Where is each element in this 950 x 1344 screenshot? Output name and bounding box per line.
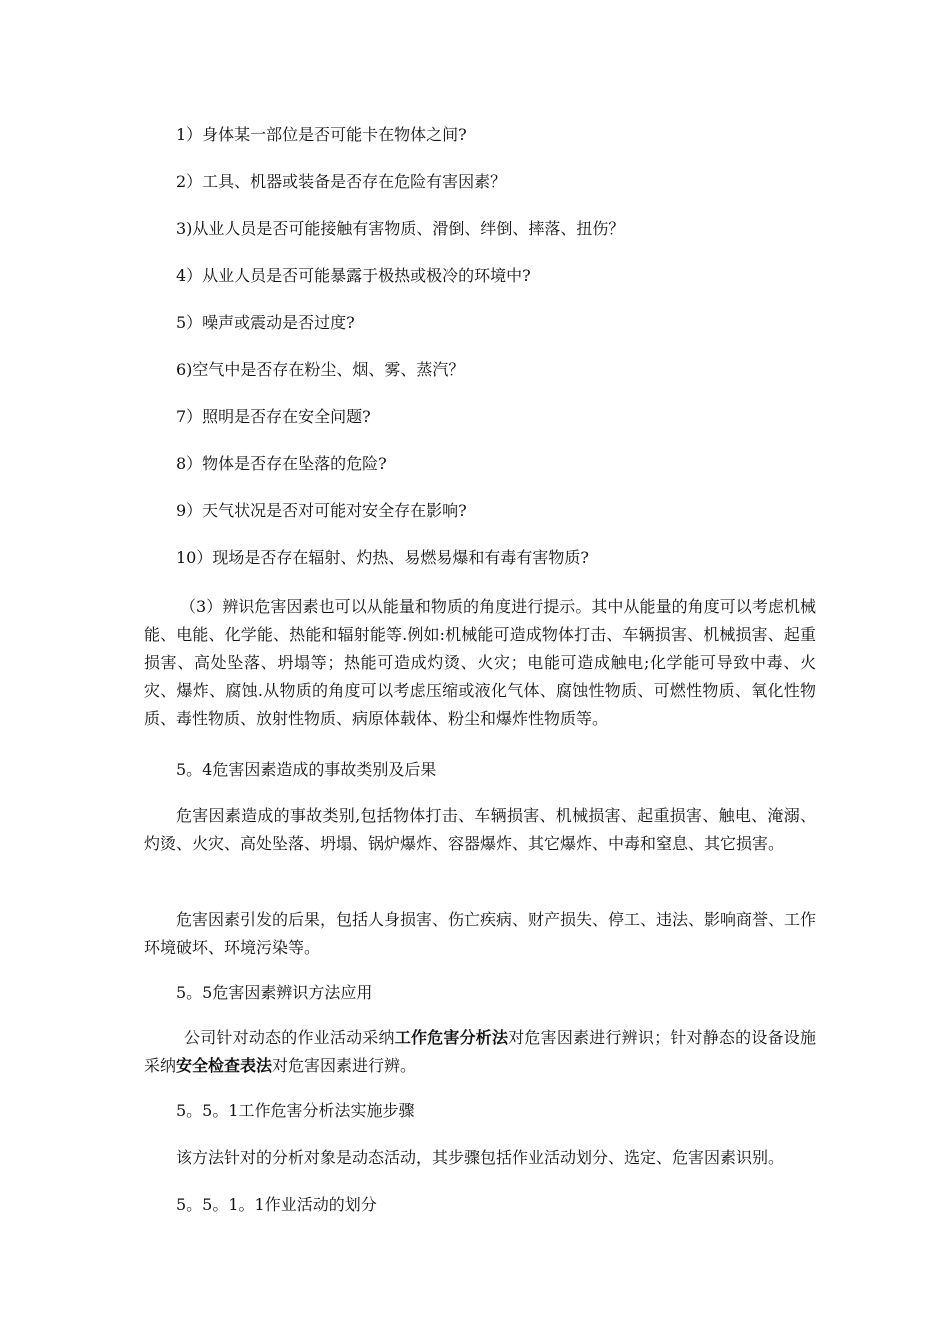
paragraph-steps: 该方法针对的分析对象是动态活动，其步骤包括作业活动划分、选定、危害因素识别。 (176, 1148, 785, 1167)
checklist-item-4: 4）从业人员是否可能暴露于极热或极冷的环境中? (176, 266, 531, 285)
heading-5-5-1-1: 5。5。1。1作业活动的划分 (176, 1195, 377, 1214)
checklist-item-6: 6)空气中是否存在粉尘、烟、雾、蒸汽？ (176, 360, 465, 379)
checklist-item-5: 5）噪声或震动是否过度? (176, 313, 355, 332)
checklist-item-10: 10）现场是否存在辐射、灼热、易燃易爆和有毒有害物质? (176, 548, 589, 567)
paragraph-method (144, 1024, 816, 1080)
method-bold-jha: 工作危害分析法 (394, 1028, 509, 1047)
checklist-item-9: 9）天气状况是否对可能对安全存在影响? (176, 501, 467, 520)
paragraph-consequences: 危害因素引发的后果，包括人身损害、伤亡疾病、财产损失、停工、违法、影响商誉、工作环境破坏、环境污染等。 (144, 910, 817, 957)
paragraph-accident-types: 危害因素造成的事故类别,包括物体打击、车辆损害、机械损害、起重损害、触电、淹溺、灼烫、火灾、高处坠落、坍塌、锅炉爆炸、容器爆炸、其它爆炸、中毒和窒息、其它损害。 (144, 806, 816, 853)
checklist-item-2: 2）工具、机器或装备是否存在危险有害因素？ (176, 172, 507, 191)
method-bold-checklist: 安全检查表法 (176, 1056, 273, 1075)
checklist-item-3: 3)从业人员是否可能接触有害物质、滑倒、绊倒、摔落、扭伤？ (176, 219, 625, 238)
heading-5-5: 5。5危害因素辨识方法应用 (176, 983, 373, 1002)
checklist-item-8: 8）物体是否存在坠落的危险? (176, 454, 387, 473)
heading-5-5-1: 5。5。1工作危害分析法实施步骤 (176, 1101, 415, 1120)
heading-5-4: 5。4危害因素造成的事故类别及后果 (176, 760, 437, 779)
paragraph-energy-matter: （3）辨识危害因素也可以从能量和物质的角度进行提示。其中从能量的角度可以考虑机械能、电能、化学能、热能和辐射能等.例如:机械能可造成物体打击、车辆损害、机械损害、起重损害、高处坠落、坍塌等；热能可造成灼烫、火灾；电能可造成触电;化学能可导致中毒、火灾、爆炸、腐蚀.从物质的角度可以考虑压缩或液化气体、腐蚀性物质、可燃性物质、氧化性物质、毒性物质、放射性物质、病原体载体、粉尘和爆炸性物质等。 (144, 597, 816, 728)
method-text-1: 公司针对动态的作业活动采纳 (184, 1028, 395, 1047)
method-text-3: 对危害因素进行辨。 (272, 1056, 417, 1075)
method-text-2: 对危害因素进行辨识；针对静态的设备设施采纳 (144, 1028, 816, 1075)
checklist-item-7: 7）照明是否存在安全问题? (176, 407, 371, 426)
checklist-item-1: 1）身体某一部位是否可能卡在物体之间? (176, 125, 467, 144)
